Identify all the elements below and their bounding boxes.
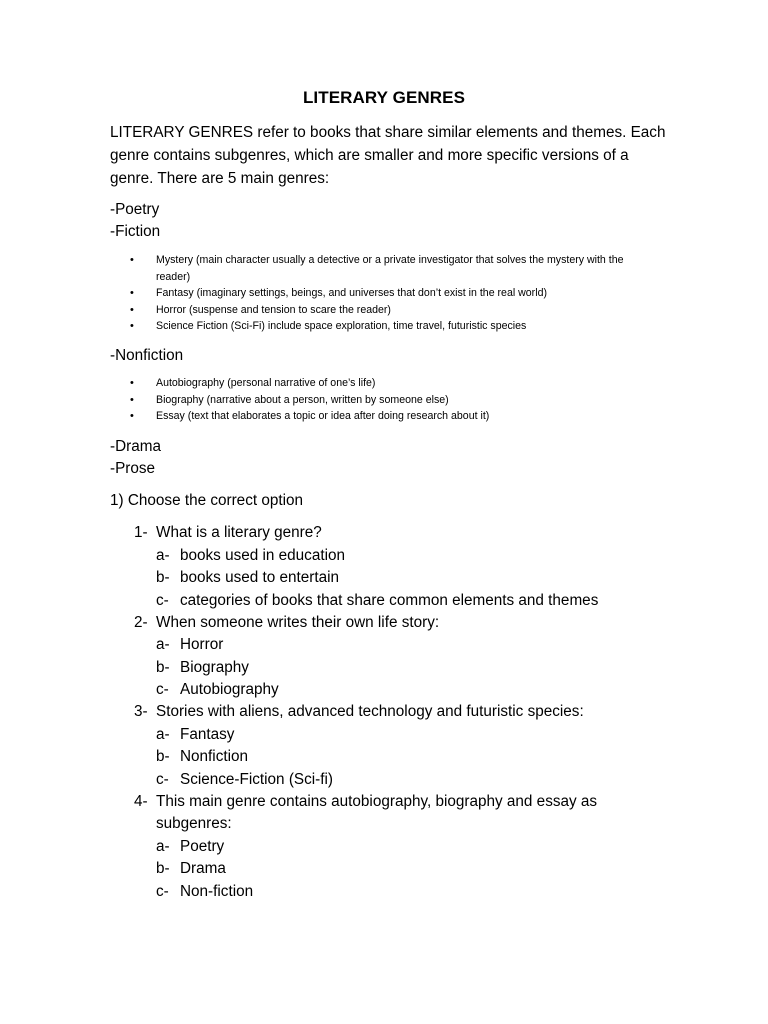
genre-prose: -Prose bbox=[110, 460, 156, 477]
option-1b bbox=[156, 567, 339, 589]
option-2b bbox=[156, 657, 249, 679]
list-item bbox=[110, 318, 650, 335]
option-3b bbox=[156, 746, 248, 768]
option-letter: b- bbox=[156, 569, 170, 586]
genre-drama: -Drama bbox=[110, 438, 161, 455]
option-text: books used in education bbox=[180, 547, 345, 564]
fiction-subgenre-list bbox=[110, 252, 650, 335]
option-text: books used to entertain bbox=[180, 569, 340, 586]
bullet-icon: • bbox=[130, 377, 134, 389]
option-letter: a- bbox=[156, 636, 170, 653]
list-item bbox=[110, 408, 650, 425]
option-4a bbox=[156, 836, 224, 858]
subgenre-essay: Essay (text that elaborates a topic or idea after doing research about it) bbox=[156, 410, 490, 422]
bullet-icon: • bbox=[130, 287, 134, 299]
option-letter: c- bbox=[156, 883, 169, 900]
question-1 bbox=[134, 522, 636, 544]
option-text: Science-Fiction (Sci-fi) bbox=[180, 771, 333, 788]
option-letter: a- bbox=[156, 726, 170, 743]
option-text: Poetry bbox=[180, 838, 225, 855]
question-text: This main genre contains autobiography, biography and essay as subgenres: bbox=[156, 793, 598, 833]
option-text: Nonfiction bbox=[180, 748, 249, 765]
subgenre-fantasy: Fantasy (imaginary settings, beings, and universes that don’t exist in the real world) bbox=[156, 287, 547, 299]
option-text: Drama bbox=[180, 860, 226, 877]
question-number: 3- bbox=[134, 703, 148, 720]
subgenre-mystery: Mystery (main character usually a detective or a private investigator that solves the mystery with the reader) bbox=[156, 254, 624, 283]
genre-poetry: -Poetry bbox=[110, 201, 160, 218]
bullet-icon: • bbox=[130, 410, 134, 422]
option-3c bbox=[156, 769, 333, 791]
option-text: Fantasy bbox=[180, 726, 235, 743]
option-letter: b- bbox=[156, 659, 170, 676]
question-text: What is a literary genre? bbox=[156, 524, 322, 541]
option-text: categories of books that share common elements and themes bbox=[180, 592, 599, 609]
page-title: LITERARY GENRES bbox=[302, 88, 466, 107]
option-letter: b- bbox=[156, 860, 170, 877]
subgenre-autobiography: Autobiography (personal narrative of one’s life) bbox=[156, 377, 376, 389]
genre-fiction: -Fiction bbox=[110, 223, 161, 240]
bullet-icon: • bbox=[130, 254, 134, 266]
subgenre-science-fiction: Science Fiction (Sci-Fi) include space exploration, time travel, futuristic species bbox=[156, 320, 527, 332]
list-item bbox=[110, 285, 650, 302]
question-2 bbox=[134, 612, 636, 634]
option-3a bbox=[156, 724, 234, 746]
option-letter: b- bbox=[156, 748, 170, 765]
question-4 bbox=[134, 791, 636, 836]
list-item bbox=[110, 392, 650, 409]
option-4c bbox=[156, 881, 253, 903]
option-text: Autobiography bbox=[180, 681, 279, 698]
option-letter: a- bbox=[156, 547, 170, 564]
bullet-icon: • bbox=[130, 320, 134, 332]
question-number: 1- bbox=[134, 524, 148, 541]
option-2a bbox=[156, 634, 223, 656]
bullet-icon: • bbox=[130, 303, 134, 316]
list-item bbox=[110, 302, 650, 319]
option-4b bbox=[156, 858, 226, 880]
bullet-icon: • bbox=[130, 393, 134, 406]
option-letter: c- bbox=[156, 592, 169, 609]
intro-paragraph: LITERARY GENRES refer to books that share similar elements and themes. Each genre contains subgenres, which are smaller and more specific versions of a genre. There are 5 main genres: bbox=[110, 124, 666, 187]
subgenre-horror: Horror (suspense and tension to scare the reader) bbox=[156, 303, 391, 316]
question-number: 2- bbox=[134, 614, 148, 631]
option-letter: a- bbox=[156, 838, 170, 855]
question-number: 4- bbox=[134, 793, 148, 810]
option-text: Horror bbox=[180, 636, 224, 653]
list-item bbox=[110, 375, 650, 392]
option-text: Biography bbox=[180, 659, 249, 676]
option-text: Non-fiction bbox=[180, 883, 254, 900]
option-1a bbox=[156, 545, 345, 567]
question-text: When someone writes their own life story: bbox=[156, 614, 440, 631]
exercise-heading: 1) Choose the correct option bbox=[110, 492, 304, 509]
option-2c bbox=[156, 679, 279, 701]
question-3 bbox=[134, 701, 636, 723]
list-item bbox=[110, 252, 650, 285]
genre-nonfiction: -Nonfiction bbox=[110, 347, 184, 364]
option-1c bbox=[156, 590, 598, 612]
option-letter: c- bbox=[156, 771, 169, 788]
subgenre-biography: Biography (narrative about a person, written by someone else) bbox=[156, 393, 449, 406]
nonfiction-subgenre-list bbox=[110, 375, 650, 425]
question-text: Stories with aliens, advanced technology and futuristic species: bbox=[156, 703, 584, 720]
option-letter: c- bbox=[156, 681, 169, 698]
